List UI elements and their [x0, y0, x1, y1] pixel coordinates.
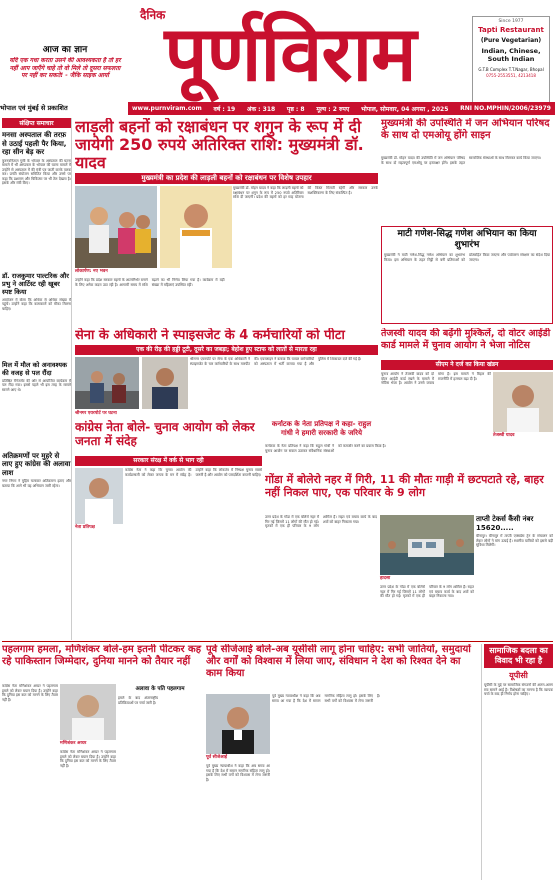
mani-shankar-photo-image: [60, 684, 116, 740]
pahalgam-photo-caption: मणिशंकर अय्यर: [60, 741, 87, 746]
pahalgam-sub-body: हमले के बाद अंतरराष्ट्रीय प्रतिक्रियाओं पर चर्चा जारी है।: [118, 696, 158, 705]
army-photo-2: [142, 357, 188, 409]
gonda-photo: [380, 515, 474, 575]
left-story-1-head: मनसा अस्पताल की तरफ़ से उठाई पहली पैर किया, रहा सीन बेड़ कर: [2, 131, 67, 156]
congress-photo: [75, 468, 123, 524]
tejashwi-subhead: सीएम ने दर्ज का किया खंडन: [381, 360, 553, 370]
pages: पृष्ठ : 8: [286, 105, 305, 113]
pahalgam-body-2: कांग्रेस नेता मणिशंकर अय्यर ने पहलगाम हमले को लेकर बयान दिया है। उन्होंने कहा कि दुनिया इस बात को मानने के लिए तैयार नहीं है।: [60, 750, 116, 768]
tejashwi-headline: तेजस्वी यादव की बढ़ेंगी मुश्किलें, दो वोटर आईडी कार्ड मामले में चुनाव आयोग ने भेजा नोटिस: [381, 328, 551, 351]
staff-photo-image: [142, 357, 188, 409]
lead-body-1: मुख्यमंत्री डॉ. मोहन यादव ने कहा कि लाड़ली बहनों को रक्षाबंधन पर शगुन के रूप में 250 रुपये अतिरिक्त राशि दी जाएगी। प्रदेश की बहनों को हर माह योजना की किस्त मिलती रहेगी और सरकार उनके सशक्तिकरण के लिए संकल्पित है।: [233, 186, 378, 200]
pahalgam-photo: [60, 684, 116, 740]
ucc-photo: [206, 694, 270, 754]
ganesh-box-head: माटी गणेश-सिद्ध गणेश अभियान का किया शुभारंभ: [397, 229, 537, 250]
pahalgam-sub-label: अलावा के पति पहलगाम: [135, 686, 185, 692]
right-lead-body: मुख्यमंत्री डॉ. मोहन यादव की उपस्थिति में जन अभियान परिषद के साथ दो महत्वपूर्ण एमओयू पर हस्ताक्षर होंगे। इसके तहत सामाजिक संस्थाओं के साथ मिलकर कार्य किया जाएगा।: [381, 156, 541, 165]
gonda-body: उत्तर प्रदेश के गोंडा में एक बोलेरो नहर में गिर गई जिसमें 11 लोगों की मौत हो गई। मृतकों में एक ही परिवार के 9 लोग शामिल हैं। राहत एवं बचाव कार्य के बाद शवों को बाहर निकाला गया।: [265, 515, 377, 529]
tapti-note-body: बीनापुर। बीनापुर में ताप्ती एक्सप्रेस ट्रेन के संचालन को लेकर लोगों ने मांग उठाई है। स्थानीय यात्रियों को इससे बड़ी सुविधा मिलेगी।: [476, 534, 553, 548]
rni-number: RNI NO.MPHIN/2006/23979: [460, 105, 551, 112]
restaurant-ad: [472, 16, 550, 106]
ad-cuisine: Indian, Chinese, South Indian: [481, 47, 541, 63]
sidebar-bottom-headline: सामाजिक बदला का विवाद भी रहा है: [484, 644, 553, 668]
lead-photo: [75, 186, 157, 268]
former-cji-photo-image: [206, 694, 270, 754]
congress-body: कांग्रेस नेता ने कहा कि चुनाव आयोग की कार्यप्रणाली को लेकर जनता के मन में संदेह है। उन्होंने कहा कि लोकतंत्र में निष्पक्ष चुनाव सबसे जरूरी है और आयोग को पारदर्शिता बरतनी चाहिए।: [125, 468, 262, 477]
left-story-3-body: प्रतिष्ठित मैनेजमेंट की ओर से आयोजित कार्यक्रम में पल रौंदा गया। इससे पहले भी इस तरह के मामले सामने आए थे।: [2, 378, 71, 392]
left-story-2-body: आयोजन में बोला कि अधिक से अधिक संख्या में पहुंचें। उन्होंने कहा कि कलाकारों को मौका मिलना चाहिए।: [2, 297, 71, 311]
sidebar-bottom-body: यूपीसी के मुद्दे पर सामाजिक संगठनों की अलग-अलग राय सामने आई है। विशेषज्ञों का मानना है कि व्यापक चर्चा के बाद ही निर्णय होना चाहिए।: [484, 683, 553, 697]
ganesh-box: [381, 226, 553, 324]
ganesh-box-body: मुख्यमंत्री ने माटी गणेश-सिद्ध गणेश अभियान का शुभारंभ किया। इस अभियान के तहत मिट्टी से बनी प्रतिमाओं को प्रोत्साहित किया जाएगा और पर्यावरण संरक्षण का संदेश दिया जाएगा।: [384, 253, 550, 262]
year: वर्ष : 19: [213, 105, 236, 113]
tejashwi-photo: [493, 372, 553, 432]
cm-photo-image: [160, 186, 232, 268]
army-photo: [75, 357, 139, 409]
left-story-4-head: अतिक्रमणों पर मुहरे से लाए हुए कांग्रेस की अलावा लाश: [2, 451, 71, 477]
tejashwi-photo-image: [493, 372, 553, 432]
tapti-note-headline: ताप्ती टेकर्स कैंसी नंबर 15620.....: [476, 515, 534, 532]
aaj-ka-gyan-text: यदि एक गधा करता उसने की आवश्यकता है तो हर नहीं आप जाएँगे चाहे तो वो मिले तो दूसरा सफलता पर नहीं कर सकते! - जैकि साइक आर्या: [9, 57, 121, 79]
tejashwi-body-a: चुनाव आयोग ने तेजस्वी यादव को दो वोटर आईडी कार्ड रखने के मामले में नोटिस भेजा है। आयोग ने उनसे जवाब मांगा है। इस मामले ने बिहार की राजनीति में हलचल बढ़ा दी है।: [381, 372, 491, 386]
section-divider: [2, 641, 553, 642]
aaj-ka-gyan-box: [0, 42, 130, 100]
left-story-3-head: मिल में मौल को अनावश्यक की वजह से पल रौंदा: [2, 360, 67, 377]
tejashwi-photo-caption: तेजस्वी यादव: [493, 433, 515, 438]
ad-phone: 0755-2553551, 4213418: [486, 73, 536, 78]
congress-photo-caption: नेता प्रतिपक्ष: [75, 525, 95, 530]
army-body: श्रीनगर एयरपोर्ट पर सेना के एक अधिकारी ने स्पाइसजेट के चार कर्मचारियों के साथ मारपीट की। एयरलाइन ने बताया कि घायल कर्मचारियों को अस्पताल में भर्ती कराया गया है और पुलिस में शिकायत दर्ज की गई है।: [190, 357, 362, 366]
dateline: भोपाल, सोमवार, 04 अगस्त , 2025: [360, 105, 449, 113]
ad-name: Tapti Restaurant: [478, 26, 544, 34]
ucc-body: पूर्व मुख्य न्यायाधीश ने कहा कि अब समय आ गया है कि देश में समान नागरिक संहिता लागू हो। इसके लिए सभी वर्गों को विश्वास में लेना जरूरी है।: [272, 694, 381, 703]
gonda-body-2: उत्तर प्रदेश के गोंडा में एक बोलेरो नहर में गिर गई जिसमें 11 लोगों की मौत हो गई। मृतकों में एक ही परिवार के 9 लोग शामिल हैं। राहत एवं बचाव कार्य के बाद शवों को बाहर निकाला गया।: [380, 585, 474, 599]
airport-photo-image: [75, 357, 139, 409]
gonda-photo-caption: हादसा: [380, 576, 391, 581]
gonda-headline: गोंडा में बोलेरो नहर में गिरी, 11 की मौतः गाड़ी में छटपटाते रहे, बाहर नहीं निकल पाए, एक परिवार के 9 लोग: [265, 473, 544, 499]
congress-headline: कांग्रेस नेता बोले- चुनाव आयोग को लेकर जनता में संदेह: [75, 420, 255, 448]
lead-photo-caption: लोकार्पण: नए भवन: [75, 269, 108, 274]
karnataka-headline: कर्नाटक के नेता प्रतिपक्ष ने कहा- राहुल गांधी ने हमारी सरकारी के जरिये: [271, 420, 372, 437]
ucc-body-2: पूर्व मुख्य न्यायाधीश ने कहा कि अब समय आ गया है कि देश में समान नागरिक संहिता लागू हो। इसके लिए सभी वर्गों को विश्वास में लेना जरूरी है।: [206, 764, 270, 782]
issue: अंक : 318: [246, 105, 276, 113]
lead-photo-image: [75, 186, 157, 268]
left-column-label: संक्षिप्त समाचार: [2, 118, 71, 128]
congress-subhead: सरकार संरक्ष में वर्क से भाग रही: [75, 456, 262, 466]
left-column: [2, 118, 72, 640]
newspaper-title: पूर्णविराम: [164, 9, 416, 98]
lead-headline: लाड़ली बहनों को रक्षाबंधन पर शगुन के रूप में दी जायेगी 250 रुपये अतिरिक्त राशि: मुख्यमंत्री डॉ. यादव: [75, 118, 364, 172]
pahalgam-body: कांग्रेस नेता मणिशंकर अय्यर ने पहलगाम हमले को लेकर बयान दिया है। उन्होंने कहा कि दुनिया इस बात को मानने के लिए तैयार नहीं है।: [2, 684, 58, 702]
pahalgam-headline: पहलगाम हमला, मणिशंकर बोले-हम इतनी पीटकर कह रहे पाकिस्तान जिम्मेदार, दुनिया मानने को तैयार नहीं: [2, 644, 202, 667]
ad-since: Since 1977: [498, 19, 524, 24]
ad-veg: (Pure Vegetarian): [480, 37, 542, 44]
website[interactable]: www.purnviram.com: [132, 105, 202, 112]
price: मूल्य : 2 रुपए: [316, 105, 350, 113]
karnataka-body: कर्नाटक के नेता प्रतिपक्ष ने कहा कि राहुल गांधी ने चुनाव आयोग पर सवाल उठाकर संवैधानिक संस्थाओं को कमजोर करने का प्रयास किया है।: [265, 444, 386, 453]
army-headline: सेना के अधिकारी ने स्पाइसजेट के 4 कर्मचारियों को पीटा: [75, 328, 345, 343]
ucc-photo-caption: पूर्व सीजेआई: [206, 755, 227, 760]
sidebar-bottom: [481, 644, 553, 880]
tapti-note: [476, 515, 553, 640]
dainik-label: दैनिक: [140, 8, 166, 22]
lead-photo-2: [160, 186, 232, 268]
edition-label: भोपाल एवं मुंबई से प्रकाशित: [0, 104, 68, 112]
lead-subhead: मुख्यमंत्री का प्रदेश की लाड़ली बहनों को रक्षाबंधन पर विशेष उपहार: [75, 173, 378, 184]
right-lead-headline: मुख्यमंत्री की उपस्थिति में जन अभियान परिषद के साथ दो एमओयू होंगे साइन: [381, 118, 550, 141]
left-story-4-body: नगर निगम ने मुहिम चलाकर अतिक्रमण हटाए और बताया कि आगे भी यह अभियान जारी रहेगा।: [2, 479, 71, 488]
congress-leader-photo-image: [75, 468, 123, 524]
left-story-2-head: डॉ. राजकुमार पाल्टरिक और प्रभु ने आर्टिस्ट रही खूबर स्पष्ट किया: [2, 271, 69, 296]
army-photo-caption: श्रीनगर एयरपोर्ट पर घटना: [75, 411, 117, 416]
info-strip: [128, 102, 555, 115]
accident-photo-image: [380, 515, 474, 575]
lead-body-2: उन्होंने कहा कि प्रदेश सरकार बहनों के आत्मनिर्भर बनाने के लिए अनेक कदम उठा रही है। आगामी समय में राशि बढ़ाने का भी निर्णय लिया गया है। कार्यक्रम में बड़ी संख्या में महिलाएं उपस्थित रहीं।: [75, 278, 225, 287]
ucc-headline: पूर्व सीजेआई बोले-अब यूसीसी लागू होना चाहिए: सभी जातियों, समुदायों और वर्गों को विश्वास में लिया जाए, संविधान ने देश को रिश्वत देने का काम किया: [206, 644, 471, 679]
ad-address: G.T.B Complex T.T.Nagar, Bhopal: [478, 67, 544, 72]
army-subhead: एक की रीढ़ की हड्डी टूटी, दूसरे का जबड़ा; बेहोश हुए स्टाफ को लातों से मारता रहा: [75, 345, 378, 355]
left-story-1-body: कुरनवनिताल गुसी के भोपाल के अस्पताल की घटना मामले में भी अस्पताल के भोपाल की घटना मामलें में उन्होंने से अस्पताल में की मंत्री पत्र जाती करके पलक कर। प्रगति संयोजन समितित किया और उनसे पर कहा कि प्रशासन और चिकित्सा पर भी तेल देखता है। इसके और मंत्री किए।: [2, 158, 71, 186]
aaj-ka-gyan-label: आज का ज्ञान: [42, 45, 88, 55]
sidebar-bottom-subhead: यूपीसी: [509, 671, 528, 680]
